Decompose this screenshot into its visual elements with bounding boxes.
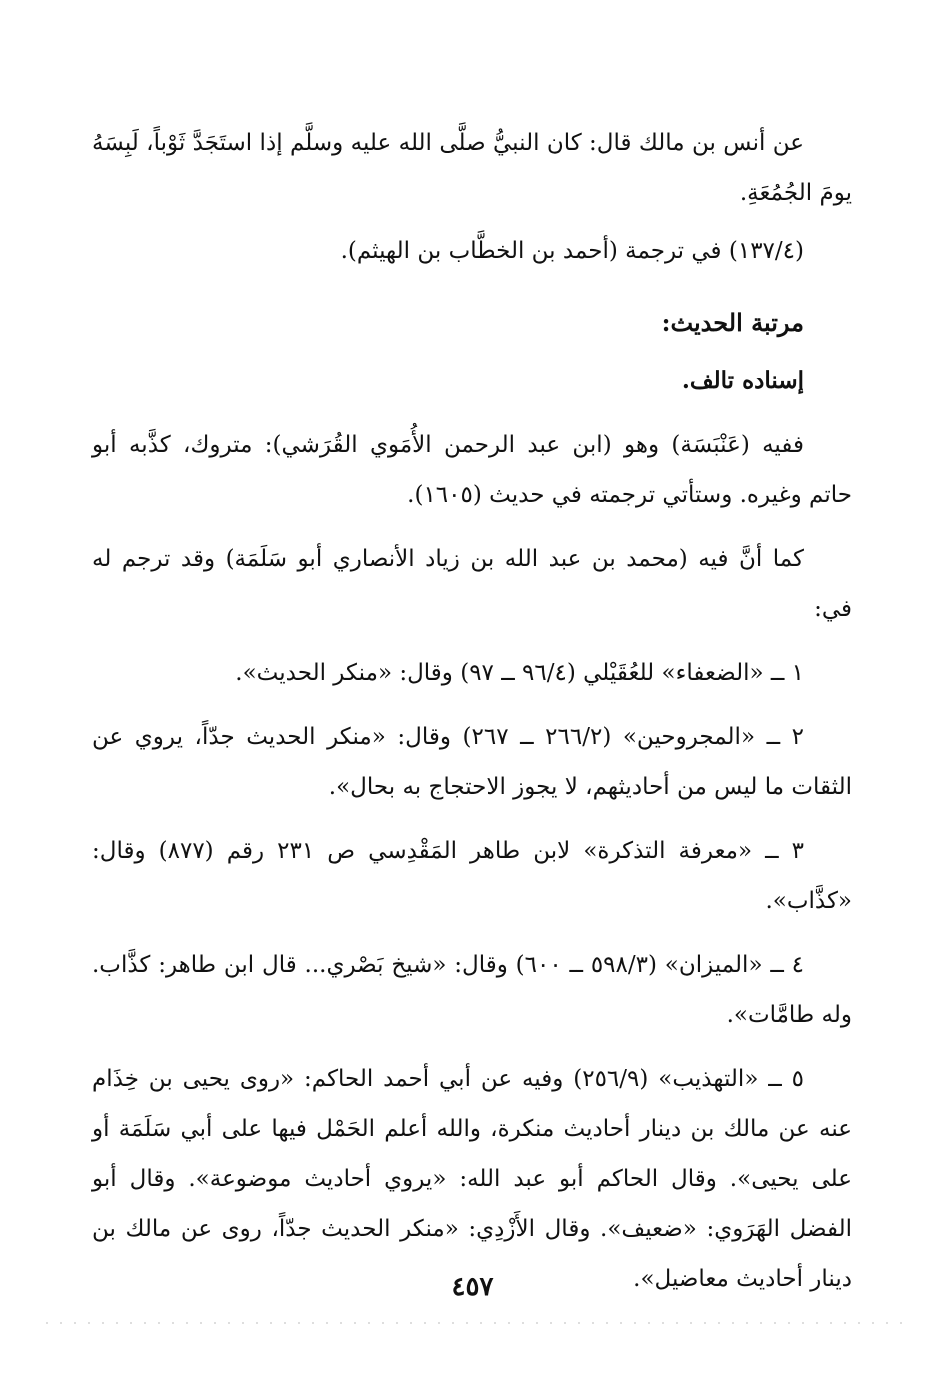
page-number: ٤٥٧ bbox=[451, 1272, 494, 1302]
section-heading: مرتبة الحديث: bbox=[661, 308, 804, 337]
scan-artifact bbox=[40, 1320, 910, 1326]
paragraph: كما أنَّ فيه (محمد بن عبد الله بن زياد الأنصاري أبو سَلَمَة) وقد ترجم له في: bbox=[92, 546, 852, 622]
grading-verdict: إسناده تالف. bbox=[681, 367, 804, 394]
list-item: ٤ ــ «الميزان» (٥٩٨/٣ ــ ٦٠٠) وقال: «شيخ بَصْري... قال ابن طاهر: كذَّاب. وله طامَّات». bbox=[92, 952, 852, 1028]
list-item: ٢ ــ «المجروحين» (٢٦٦/٢ ــ ٢٦٧) وقال: «منكر الحديث جدّاً، يروي عن الثقات ما ليس من أحاديثهم، لا يجوز الاحتجاج به بحال». bbox=[92, 724, 852, 800]
paragraph: ففيه (عَنْبَسَة) وهو (ابن عبد الرحمن الأُمَوي القُرَشي): متروك، كذَّبه أبو حاتم وغيره. وستأتي ترجمته في حديث (١٦٠٥). bbox=[92, 432, 852, 508]
page-body bbox=[92, 118, 852, 1304]
list-item: ١ ــ «الضعفاء» للعُقَيْلي (٩٦/٤ ــ ٩٧) وقال: «منكر الحديث». bbox=[235, 660, 804, 686]
list-item: ٣ ــ «معرفة التذكرة» لابن طاهر المَقْدِسي ص ٢٣١ رقم (٨٧٧) وقال: «كذَّاب». bbox=[92, 838, 852, 914]
hadith-reference: (١٣٧/٤) في ترجمة (أحمد بن الخطَّاب بن الهيثم). bbox=[340, 238, 804, 264]
list-item: ٥ ــ «التهذيب» (٢٥٦/٩) وفيه عن أبي أحمد الحاكم: «روى يحيى بن خِذَام عنه عن مالك بن دينار أحاديث منكرة، والله أعلم الحَمْل فيها على أبي سَلَمَة أو على يحيى». وقال الحاكم أبو عبد الله: «يروي أحاديث موضوعة». وقال أبو الفضل الهَرَوي: «ضعيف». وقال الأَزْدِي: «منكر الحديث جدّاً، روى عن مالك بن دينار أحاديث معاضيل». bbox=[92, 1066, 852, 1292]
hadith-text: عن أنس بن مالك قال: كان النبيُّ صلَّى الله عليه وسلَّم إذا استَجَدَّ ثَوْباً، لَبِسَهُ يومَ الجُمُعَةِ. bbox=[92, 130, 852, 206]
